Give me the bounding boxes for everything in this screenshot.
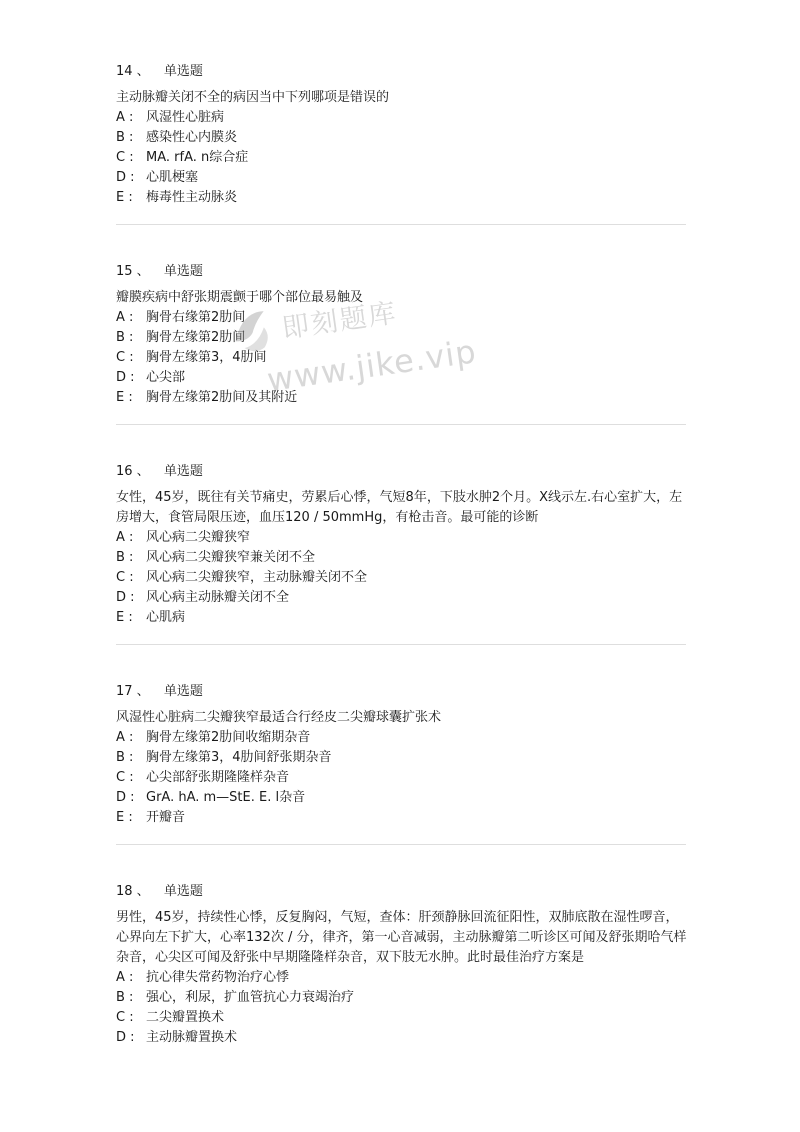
question-header [116,262,686,282]
option-a [116,528,686,548]
option-letter: D : [116,590,135,605]
option-text: 心肌梗塞 [146,170,199,185]
option-text: 风湿性心脏病 [146,110,225,125]
option-b [116,988,686,1008]
option-text: 胸骨左缘第3，4肋间 [146,350,267,365]
option-letter: A : [116,530,134,545]
option-d [116,788,686,808]
option-b [116,128,686,148]
question-divider [116,424,686,425]
option-letter: E : [116,190,133,205]
option-text: GrA. hA. m—StE. E. l杂音 [146,790,306,805]
question-15 [116,262,686,408]
option-text: 心尖部 [146,370,186,385]
question-16 [116,462,686,628]
question-stem: 女性，45岁，既往有关节痛史，劳累后心悸，气短8年，下肢水肿2个月。X线示左.右心室扩大，左房增大，食管局限压迹，血压120 / 50mmHg，有枪击音。最可能的诊断 [116,490,683,525]
question-type: 单选题 [163,684,203,699]
question-number: 17 、 [116,684,150,699]
option-text: 风心病二尖瓣狭窄，主动脉瓣关闭不全 [146,570,368,585]
option-letter: C : [116,570,134,585]
option-text: 抗心律失常药物治疗心悸 [146,970,290,985]
option-a [116,308,686,328]
option-letter: A : [116,970,134,985]
option-text: 风心病二尖瓣狭窄 [146,530,251,545]
option-b [116,548,686,568]
option-text: 主动脉瓣置换术 [146,1030,238,1045]
option-d [116,588,686,608]
option-letter: C : [116,1010,134,1025]
option-letter: E : [116,610,133,625]
question-header [116,682,686,702]
option-e [116,808,686,828]
option-letter: D : [116,170,135,185]
question-14 [116,62,686,208]
option-text: 二尖瓣置换术 [146,1010,225,1025]
option-letter: D : [116,1030,135,1045]
option-text: 胸骨右缘第2肋间 [146,310,246,325]
option-b [116,328,686,348]
question-header [116,462,686,482]
option-letter: D : [116,370,135,385]
option-text: 胸骨左缘第3，4肋间舒张期杂音 [146,750,332,765]
option-letter: B : [116,330,134,345]
option-letter: A : [116,110,134,125]
option-c [116,1008,686,1028]
question-18 [116,882,686,1048]
question-header [116,882,686,902]
option-text: 心尖部舒张期隆隆样杂音 [146,770,290,785]
question-number: 16 、 [116,464,150,479]
question-type: 单选题 [163,464,203,479]
option-c [116,148,686,168]
option-text: 梅毒性主动脉炎 [146,190,238,205]
option-text: 强心，利尿，扩血管抗心力衰竭治疗 [146,990,355,1005]
watermark-url-text: www.jike.vip [264,332,479,400]
option-c [116,348,686,368]
option-a [116,108,686,128]
question-stem: 瓣膜疾病中舒张期震颤于哪个部位最易触及 [116,290,364,305]
option-a [116,968,686,988]
question-number: 18 、 [116,884,150,899]
option-letter: B : [116,990,134,1005]
option-e [116,188,686,208]
option-text: 胸骨左缘第2肋间 [146,330,246,345]
question-divider [116,644,686,645]
option-letter: D : [116,790,135,805]
question-17 [116,682,686,828]
question-number: 15 、 [116,264,150,279]
option-text: 风心病主动脉瓣关闭不全 [146,590,290,605]
question-stem: 风湿性心脏病二尖瓣狭窄最适合行经皮二尖瓣球囊扩张术 [116,710,442,725]
option-text: 开瓣音 [146,810,186,825]
question-type: 单选题 [163,64,203,79]
option-letter: B : [116,550,134,565]
option-letter: C : [116,350,134,365]
option-text: 风心病二尖瓣狭窄兼关闭不全 [146,550,316,565]
option-d [116,368,686,388]
option-c [116,768,686,788]
option-letter: C : [116,770,134,785]
question-number: 14 、 [116,64,150,79]
option-c [116,568,686,588]
option-letter: B : [116,750,134,765]
option-text: 感染性心内膜炎 [146,130,238,145]
question-type: 单选题 [163,264,203,279]
option-letter: E : [116,390,133,405]
option-text: 心肌病 [146,610,186,625]
option-letter: A : [116,310,134,325]
option-letter: B : [116,130,134,145]
option-d [116,168,686,188]
question-stem: 男性，45岁，持续性心悸，反复胸闷，气短，查体：肝颈静脉回流征阳性，双肺底散在湿性啰音，心界向左下扩大，心率132次 / 分，律齐，第一心音减弱，主动脉瓣第二听诊区可闻及舒张期哈气样杂音，心尖区可闻及舒张中早期隆隆样杂音，双下肢无水肿。此时最佳治疗方案是 [116,910,687,965]
option-e [116,388,686,408]
question-header [116,62,686,82]
option-e [116,608,686,628]
question-divider [116,224,686,225]
option-letter: A : [116,730,134,745]
option-letter: C : [116,150,134,165]
watermark-brand-text: 即刻题库 [280,297,400,345]
option-letter: E : [116,810,133,825]
option-text: MA. rfA. n综合症 [146,150,249,165]
option-text: 胸骨左缘第2肋间及其附近 [146,390,298,405]
question-stem: 主动脉瓣关闭不全的病因当中下列哪项是错误的 [116,90,390,105]
option-d [116,1028,686,1048]
option-text: 胸骨左缘第2肋间收缩期杂音 [146,730,311,745]
option-a [116,728,686,748]
option-b [116,748,686,768]
question-divider [116,844,686,845]
question-type: 单选题 [163,884,203,899]
